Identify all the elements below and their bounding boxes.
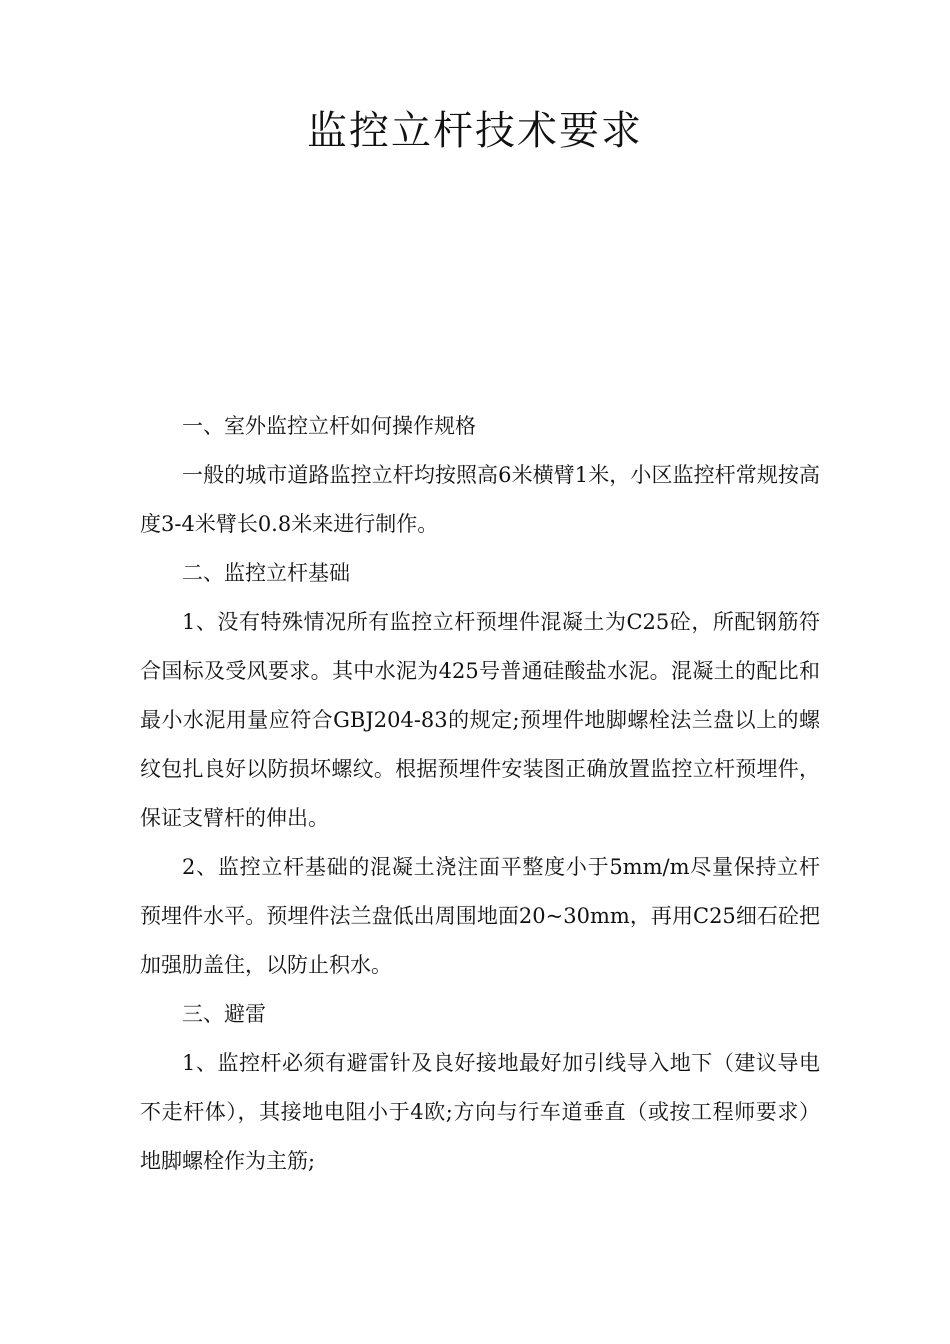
document-title: 监控立杆技术要求 [307,108,643,154]
paragraph-pole-dimensions: 一般的城市道路监控立杆均按照高6米横臂1米，小区监控杆常规按高度3-4米臂长0.8米来进行制作。 [140,463,820,536]
section-heading-pole-foundation: 二、监控立杆基础 [182,561,350,585]
section-heading-lightning-protection: 三、避雷 [182,1002,266,1026]
paragraph-lightning-grounding: 1、监控杆必须有避雷针及良好接地最好加引线导入地下（建议导电不走杆体），其接地电阻小于4欧;方向与行车道垂直（或按工程师要求）地脚螺栓作为主筋; [140,1051,820,1173]
paragraph-foundation-flatness: 2、监控立杆基础的混凝土浇注面平整度小于5mm/m尽量保持立杆预埋件水平。预埋件法兰盘低出周围地面20~30mm，再用C25细石砼把加强肋盖住，以防止积水。 [140,855,820,977]
section-heading-outdoor-pole-specs: 一、室外监控立杆如何操作规格 [182,414,476,438]
document-body [140,402,820,1186]
paragraph-foundation-concrete: 1、没有特殊情况所有监控立杆预埋件混凝土为C25砼，所配钢筋符合国标及受风要求。其中水泥为425号普通硅酸盐水泥。混凝土的配比和最小水泥用量应符合GBJ204-83的规定;预埋件地脚螺栓法兰盘以上的螺纹包扎良好以防损坏螺纹。根据预埋件安装图正确放置监控立杆预埋件，保证支臂杆的伸出。 [140,610,820,830]
